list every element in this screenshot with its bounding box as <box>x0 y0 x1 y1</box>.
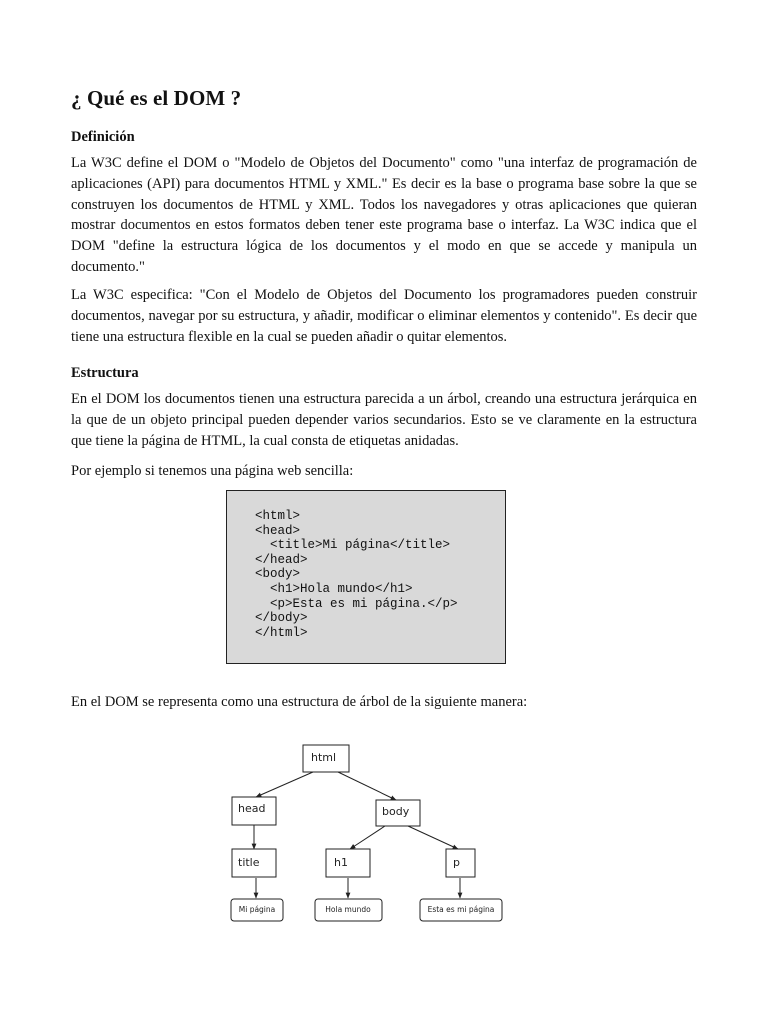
tree-leaf-title-text-label: Mi página <box>238 905 276 914</box>
tree-leaf-h1-text-label: Hola mundo <box>325 905 371 914</box>
definicion-paragraph-1: La W3C define el DOM o "Modelo de Objetos del Documento" como "una interfaz de programación de aplicaciones (API) para documentos HTML y XML." Es decir es la base o programa base sobre la que se construyen los documentos de HTML y XML. Todos los navegadores y otras aplicaciones que quieran mostrar documentos en estos formatos deben tener este programa base o interfaz. La W3C indica que el DOM "define la estructura lógica de los documentos y el modo en que se accede y manipula un documento." <box>71 155 697 275</box>
tree-leaf-p-text-label: Esta es mi página <box>427 905 495 914</box>
tree-node-p-label: p <box>453 856 460 869</box>
edge-body-p <box>408 826 458 849</box>
edge-body-h1 <box>350 826 385 849</box>
code-line: <body> <box>255 567 301 582</box>
tree-leaf-title-text <box>231 899 283 921</box>
edge-html-head <box>256 772 313 797</box>
code-line: </body> <box>255 611 308 626</box>
estructura-paragraph-3: En el DOM se representa como una estructura de árbol de la siguiente manera: <box>71 694 528 710</box>
definicion-paragraph-2: La W3C especifica: "Con el Modelo de Objetos del Documento los programadores pueden construir documentos, navegar por su estructura, y añadir, modificar o eliminar elementos y contenido". Es decir que tiene una estructura flexible en la cual se pueden añadir o quitar elementos. <box>71 287 697 345</box>
tree-node-body <box>376 800 420 826</box>
tree-edges <box>254 772 460 898</box>
section-heading-definicion: Definición <box>71 129 135 145</box>
page-title: ¿ Qué es el DOM ? <box>71 86 242 110</box>
tree-node-h1-label: h1 <box>334 856 348 869</box>
tree-node-body-label: body <box>382 805 410 818</box>
tree-node-title-label: title <box>238 856 260 869</box>
code-line: <h1>Hola mundo</h1> <box>255 582 413 596</box>
tree-node-head-label: head <box>238 802 266 815</box>
code-line: <html> <box>255 509 301 523</box>
tree-node-html <box>303 745 349 772</box>
section-heading-estructura: Estructura <box>71 365 139 381</box>
code-line: <p>Esta es mi página.</p> <box>255 596 458 611</box>
estructura-paragraph-1: En el DOM los documentos tienen una estructura parecida a un árbol, creando una estructura jerárquica en la que de un objeto principal pueden depender varios secundarios. Esto se ve claramente en la estructura que tiene la página de HTML, la cual consta de etiquetas anidadas. <box>71 391 697 449</box>
code-line: <head> <box>255 523 301 538</box>
code-line: <title>Mi página</title> <box>255 538 451 553</box>
tree-leaf-h1-text <box>315 899 382 921</box>
code-line: </html> <box>255 625 308 640</box>
code-line: </head> <box>255 552 308 567</box>
tree-node-p <box>446 849 475 877</box>
estructura-paragraph-2: Por ejemplo si tenemos una página web sencilla: <box>71 463 354 479</box>
edge-html-body <box>338 772 396 800</box>
tree-node-title <box>232 849 276 877</box>
tree-leaf-p-text <box>420 899 502 921</box>
tree-node-head <box>232 797 276 825</box>
tree-node-html-label: html <box>311 751 337 764</box>
tree-node-h1 <box>326 849 370 877</box>
